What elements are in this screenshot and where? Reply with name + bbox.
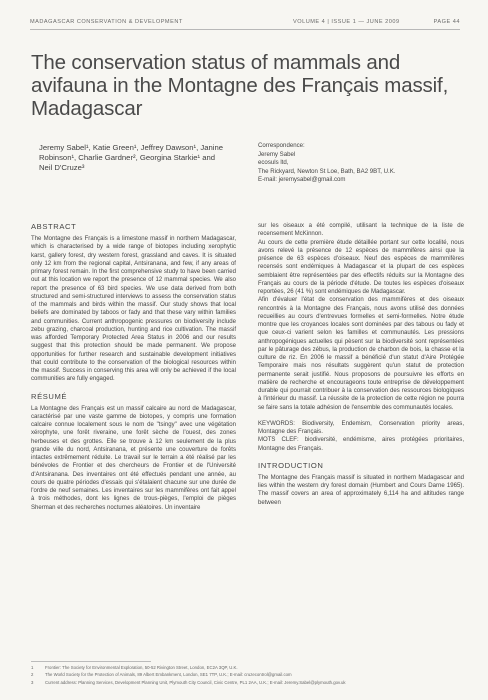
abstract-body: The Montagne des Français is a limestone massif in northern Madagascar, which is characterised by a wide range of biotopes including xerophytic karst, gallery forest, dry western forest, grassland and caves. It is situated only 12 km from the regional capital, Antsiranana, and few, if any areas of primary forest remain. In the first comprehensive study to have been carried out at this location we report the presence of 12 mammal species. We also report the presence of 63 bird species. We use data derived from both structured and semi-structured interviews to assess the conservation status of the mammals and birds within the massif. Our study shows that local beliefs are dominated by taboos or fady and that these vary within families and communities. Current anthropogenic pressures on biodiversity include zebu grazing, charcoal production, hunting and rice cultivation. The massif was afforded Temporary Protected Area Status in 2006 and our results suggest that this protection should be made permanent. We propose opportunities for further research and sustainable development initiatives that could contribute to the conservation of the biological resources within the massif. Success in conserving this area will only be achieved if the local communities are fully engaged. xyxy=(31,236,236,383)
mots-clef: MOTS CLEF: biodiversité, endémisme, aires protégées prioritaires, Montagne des Français. xyxy=(258,437,464,452)
correspondence-name: Jeremy Sabel xyxy=(258,150,296,158)
correspondence-address: The Rickyard, Newton St Loe, Bath, BA2 9BT, U.K. xyxy=(258,167,396,175)
correspondence-label: Correspondence: xyxy=(258,142,305,149)
author-line: Robinson¹, Charlie Gardner², Georgina Starkie¹ and xyxy=(39,153,216,163)
author-line: Jeremy Sabel¹, Katie Green¹, Jeffrey Dawson¹, Janine xyxy=(39,143,224,152)
footnote-text: Frontier: The Society for Environmental Exploration, 50-52 Rivington Street, London, EC2A 3QP, U.K. xyxy=(45,665,238,670)
footnote xyxy=(31,679,471,686)
footnote-number: 3 xyxy=(31,679,34,685)
journal-name: MADAGASCAR CONSERVATION & DEVELOPMENT xyxy=(30,19,183,25)
abstract-heading: ABSTRACT xyxy=(31,222,77,231)
page-number: PAGE 44 xyxy=(433,19,460,25)
left-column xyxy=(31,222,236,512)
author-list xyxy=(39,143,244,174)
introduction-body: The Montagne des Français massif is situated in northern Madagascar and lies within the western dry forest domain (Humbert and Cours Darne 1965). The massif covers an area of approximately 6,114 ha and altitudes range between xyxy=(258,474,464,506)
introduction-heading: INTRODUCTION xyxy=(258,460,324,470)
correspondence-block xyxy=(258,142,468,185)
header-rule xyxy=(30,29,460,30)
footnote xyxy=(31,671,471,678)
right-column xyxy=(258,222,464,507)
footnote-text: The World Society for the Protection of Animals, 89 Albert Embankment, London, SE1 7TP, U.K.; E-mail: cruzecontrol@gmail.com xyxy=(45,672,292,678)
resume-body: La Montagne des Français est un massif calcaire au nord de Madagascar, caractérisé par une vaste gamme de biotopes, y compris une formation calcaire connue localement sous le nom de "tsingy" avec une végétation xérophyte, une forêt riveraine, une forêt sèche de l'ouest, des zones herbeuses et des grottes. Elle se trouve à 12 km seulement de la plus grande ville du nord, Antsiranana, et présente une couverture de forêts intactes extrêmement réduite. Le travail sur le terrain a été réalisé par les bénévoles de Frontier et des chercheurs de Frontier et de l'Université d'Antsiranana. Des inventaires ont été effectués pendant une année, au cours de quatre périodes d'essais qui s'étalaient chacune sur une durée de l'ordre de neuf semaines. Les inventaires sur les mammifères ont fait appel à trois méthodes, dont les lignes de trous-pièges, l'emploi de pièges Sherman et des recherches nocturnes aléatoires. Un inventaire xyxy=(31,405,236,511)
article-title: The conservation status of mammals and avifauna in the Montagne des Français massif, Madagascar xyxy=(31,51,449,120)
footnote-number: 1 xyxy=(31,665,34,670)
footnote-text: Current address: Planning Services, Development Planning Unit, Plymouth City Council, Civic Centre, PL1 2AA, U.K.; E-mail: Jeremy.Sabel@plymouth.gov.uk xyxy=(45,679,346,685)
author-line: Neil D'Cruze³ xyxy=(39,163,85,173)
correspondence-org: ecosuls ltd, xyxy=(258,159,289,167)
correspondence-email: E-mail: jeremysabel@gmail.com xyxy=(258,176,346,184)
keywords: KEYWORDS: Biodiversity, Endemism, Conservation priority areas, Montagne des Français. xyxy=(258,420,464,435)
resume-paragraph: Au cours de cette première étude détaillée portant sur cette localité, nous avons relevé la présence de 12 espèces de mammifères ainsi que la présence de 63 espèces d'oiseaux. Neuf des espèces de mammifères recensés sont endémiques à Madagascar et la plupart de ces espèces semblaient être représentées par des effectifs réduits sur la Montagne des Français au cours de la période d'étude. De toutes les espèces d'oiseaux reportées, 26 (41 %) sont endémiques de Madagascar. xyxy=(258,239,464,295)
footnotes xyxy=(31,664,471,686)
running-header xyxy=(30,19,460,25)
resume-heading: RÉSUMÉ xyxy=(31,391,68,401)
footnote xyxy=(31,664,471,671)
footnote-number: 2 xyxy=(31,672,34,678)
issue-info: VOLUME 4 | ISSUE 1 — JUNE 2009 xyxy=(293,19,400,25)
resume-paragraph: Afin d'évaluer l'état de conservation des mammifères et des oiseaux rencontrés à la Montagne des Français, nous avons utilisé des données recueillies au cours d'entrevues formelles et semi-formelles. Notre étude montre que les croyances locales sont dominées par des tabous ou fady et que ceux-ci varient selon les familles et communautés. Les pressions anthropogéniques actuelles qui pèsent sur la biodiversité sont représentées par le pâturage des zébus, la production de charbon de bois, la chasse et la culture de riz. En 2006 le massif a bénéficié d'un statut d'Aire Protégée Temporaire mais nos résultats suggèrent qu'un statut de protection permanente serait justifié. Nous proposons de poursuivre les efforts en matière de recherche et encourageons toute entreprise de développement durable qui pourrait contribuer à la conservation des ressources biologiques à l'intérieur du massif. La réussite de la protection de cette région ne pourra se faire sans la totale adhésion de l'ensemble des communautés locales. xyxy=(258,297,464,411)
footnote-rule xyxy=(31,661,151,662)
resume-continued: sur les oiseaux a été compilé, utilisant la technique de la liste de recensement McKinnon. xyxy=(258,223,464,238)
